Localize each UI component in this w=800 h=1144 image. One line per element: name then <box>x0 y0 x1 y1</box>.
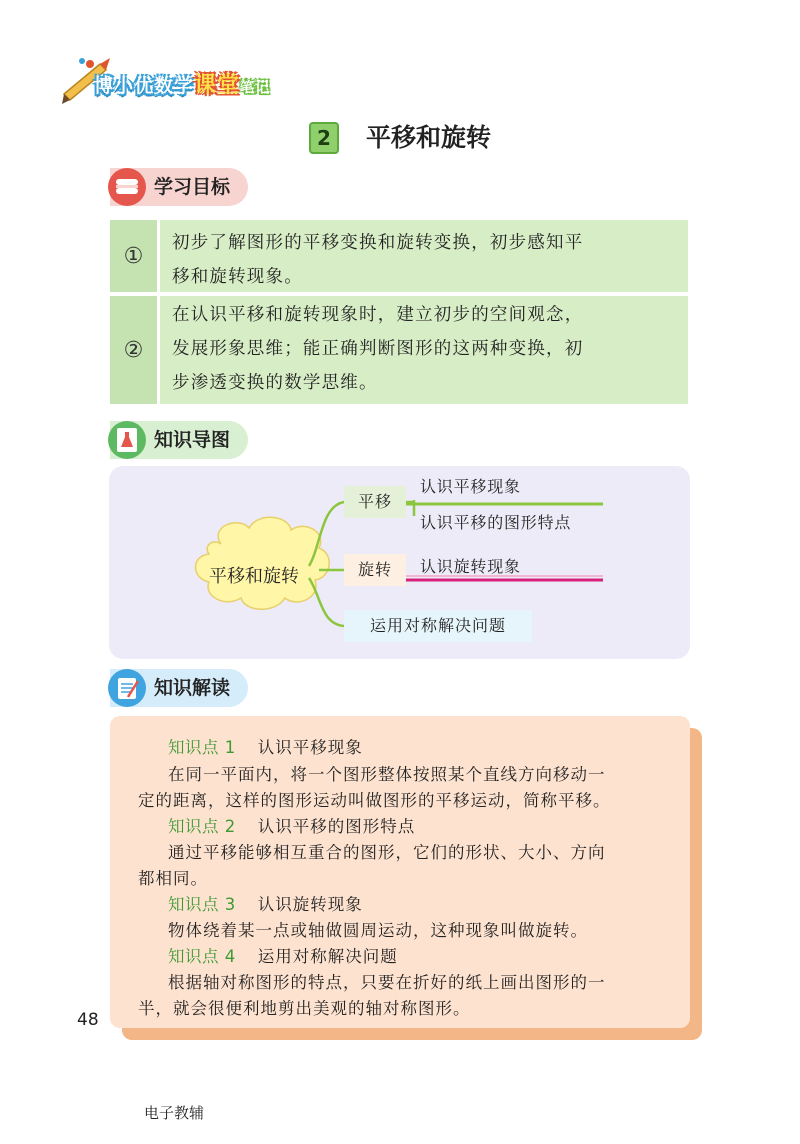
knowledge-point-title: 认识平移现象 <box>257 738 363 757</box>
series-logo <box>60 56 310 106</box>
section-header-goals <box>110 168 248 206</box>
knowledge-point-heading <box>168 734 688 758</box>
notepad-icon <box>108 669 146 707</box>
knowledge-text: 物体绕着某一点或轴做圆周运动，这种现象叫做旋转。 <box>168 921 588 940</box>
footer-text: 电子教辅 <box>144 1104 205 1122</box>
goal-row <box>110 220 688 292</box>
flask-icon <box>108 421 146 459</box>
section-header-mindmap <box>110 421 248 459</box>
section-title: 知识导图 <box>154 429 231 451</box>
goal-number: ① <box>110 220 160 292</box>
goal-line: 发展形象思维；能正确判断图形的这两种变换，初 <box>172 339 584 359</box>
mindmap-leaf: 认识平移现象 <box>420 477 521 496</box>
knowledge-point-heading <box>168 943 688 967</box>
goal-line: 移和旋转现象。 <box>172 267 303 287</box>
goal-line: 初步了解图形的平移变换和旋转变换，初步感知平 <box>172 233 584 253</box>
logo-small: 笔记 <box>240 80 271 96</box>
logo-accent: 课堂 <box>194 73 241 98</box>
mindmap-branch-rotation: 旋转 <box>344 554 406 586</box>
mindmap-branch-symmetry: 运用对称解决问题 <box>344 610 532 642</box>
knowledge-point-title: 运用对称解决问题 <box>257 947 398 966</box>
knowledge-text: 都相同。 <box>138 869 208 888</box>
knowledge-text: 半，就会很便利地剪出美观的轴对称图形。 <box>138 999 471 1018</box>
knowledge-mindmap <box>109 466 690 659</box>
mindmap-center: 平移和旋转 <box>209 566 299 587</box>
knowledge-point-heading <box>168 813 688 837</box>
goal-number: ② <box>110 296 160 404</box>
knowledge-text: 在同一平面内，将一个图形整体按照某个直线方向移动一 <box>168 765 606 784</box>
knowledge-point-title: 认识平移的图形特点 <box>257 817 416 836</box>
knowledge-point-label: 知识点 3 <box>168 895 236 914</box>
section-title: 学习目标 <box>154 176 231 198</box>
lesson-title: 平移和旋转 <box>366 123 492 152</box>
goal-text <box>172 226 680 294</box>
knowledge-text: 定的距离，这样的图形运动叫做图形的平移运动，简称平移。 <box>138 791 611 810</box>
knowledge-point-label: 知识点 4 <box>168 947 236 966</box>
goal-text <box>172 298 680 400</box>
knowledge-box <box>110 716 690 1028</box>
knowledge-point-label: 知识点 2 <box>168 817 236 836</box>
book-icon <box>108 168 146 206</box>
mindmap-leaf: 认识平移的图形特点 <box>420 513 572 532</box>
page-number: 48 <box>77 1010 99 1030</box>
knowledge-point-heading <box>168 891 688 915</box>
lesson-number: 2 <box>309 122 339 154</box>
learning-goals-table <box>110 220 688 404</box>
mindmap-branch-translation: 平移 <box>344 486 406 518</box>
knowledge-text: 根据轴对称图形的特点，只要在折好的纸上画出图形的一 <box>168 973 606 992</box>
section-header-explanation <box>110 669 248 707</box>
section-title: 知识解读 <box>154 677 231 699</box>
mindmap-leaf: 认识旋转现象 <box>420 557 521 576</box>
logo-main: 博小优数学 <box>94 75 195 97</box>
goal-row <box>110 296 688 404</box>
goal-line: 步渗透变换的数学思维。 <box>172 373 378 393</box>
knowledge-text: 通过平移能够相互重合的图形，它们的形状、大小、方向 <box>168 843 606 862</box>
knowledge-point-label: 知识点 1 <box>168 738 236 757</box>
goal-line: 在认识平移和旋转现象时，建立初步的空间观念， <box>172 305 584 325</box>
logo-text <box>94 68 270 99</box>
knowledge-point-title: 认识旋转现象 <box>257 895 363 914</box>
